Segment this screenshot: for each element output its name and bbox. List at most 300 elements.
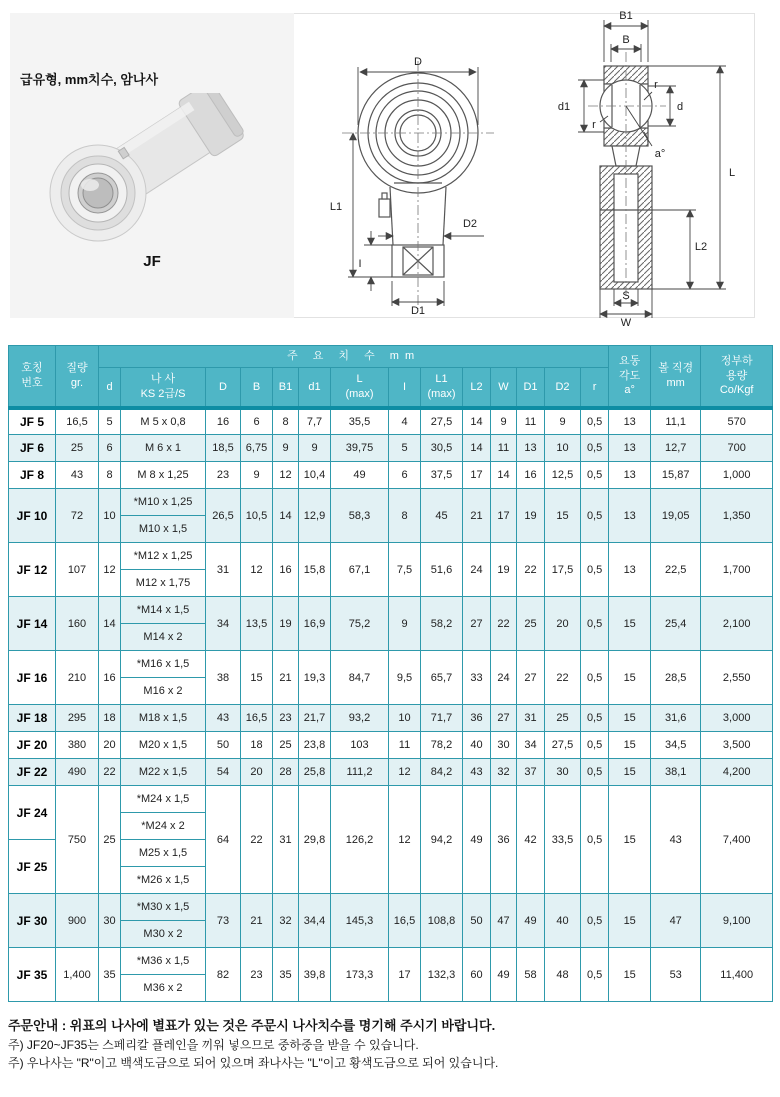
cell-dim-8: 32 (491, 759, 517, 786)
cell-dim-9: 34 (517, 732, 545, 759)
cell-dim-5: 4 (389, 408, 421, 435)
cell-dim-2: 31 (273, 786, 299, 894)
cell-thread: M14 x 2 (121, 624, 206, 651)
cell-dim-9: 11 (517, 408, 545, 435)
cell-dim-0: 50 (206, 732, 241, 759)
cell-thread: M20 x 1,5 (121, 732, 206, 759)
cell-d: 35 (99, 948, 121, 1002)
cell-dim-10: 33,5 (545, 786, 581, 894)
cell-dim-5: 11 (389, 732, 421, 759)
cell-dim-14: 1,000 (701, 462, 773, 489)
cell-d: 12 (99, 543, 121, 597)
cell-mass: 380 (56, 732, 99, 759)
dim-label-r-left: r (592, 119, 596, 131)
cell-d: 20 (99, 732, 121, 759)
cell-dim-6: 71,7 (421, 705, 463, 732)
cell-dim-7: 14 (463, 435, 491, 462)
cell-dim-6: 78,2 (421, 732, 463, 759)
cell-dim-14: 2,100 (701, 597, 773, 651)
cell-dim-7: 21 (463, 489, 491, 543)
cell-mass: 43 (56, 462, 99, 489)
cell-dim-3: 9 (299, 435, 331, 462)
cell-dim-13: 22,5 (651, 543, 701, 597)
cell-mass: 900 (56, 894, 99, 948)
front-view-drawing (298, 15, 543, 315)
cell-dim-13: 15,87 (651, 462, 701, 489)
cell-dim-13: 47 (651, 894, 701, 948)
cell-dim-3: 34,4 (299, 894, 331, 948)
cell-dim-0: 82 (206, 948, 241, 1002)
cell-dim-2: 8 (273, 408, 299, 435)
col-header-sub-6: L (max) (331, 368, 389, 408)
cell-dim-3: 23,8 (299, 732, 331, 759)
dim-label-D1: D1 (410, 305, 426, 315)
cell-dim-11: 0,5 (581, 732, 609, 759)
cell-mass: 1,400 (56, 948, 99, 1002)
row-label: JF 10 (9, 489, 56, 543)
cell-dim-4: 93,2 (331, 705, 389, 732)
cell-dim-10: 30 (545, 759, 581, 786)
cell-dim-2: 16 (273, 543, 299, 597)
col-header-sub-2: D (206, 368, 241, 408)
cell-dim-9: 27 (517, 651, 545, 705)
cell-thread: *M12 x 1,25 (121, 543, 206, 570)
cell-dim-13: 38,1 (651, 759, 701, 786)
cell-mass: 750 (56, 786, 99, 894)
cell-dim-0: 34 (206, 597, 241, 651)
cell-dim-5: 7,5 (389, 543, 421, 597)
cell-dim-9: 42 (517, 786, 545, 894)
cell-dim-12: 15 (609, 705, 651, 732)
cell-dim-8: 9 (491, 408, 517, 435)
cell-dim-10: 17,5 (545, 543, 581, 597)
cell-thread: M36 x 2 (121, 975, 206, 1002)
cell-dim-8: 36 (491, 786, 517, 894)
cell-dim-14: 1,700 (701, 543, 773, 597)
dim-label-D: D (414, 56, 422, 68)
cell-dim-14: 7,400 (701, 786, 773, 894)
cell-dim-5: 6 (389, 462, 421, 489)
cell-dim-8: 24 (491, 651, 517, 705)
note-order-info: 주문안내 : 위표의 나사에 별표가 있는 것은 주문시 나사치수를 명기해 주시기 바랍니다. (8, 1018, 496, 1033)
cell-thread: M16 x 2 (121, 678, 206, 705)
cell-thread: M 8 x 1,25 (121, 462, 206, 489)
cell-dim-5: 9,5 (389, 651, 421, 705)
cell-dim-13: 25,4 (651, 597, 701, 651)
cell-dim-4: 111,2 (331, 759, 389, 786)
col-header-sub-12: D2 (545, 368, 581, 408)
col-header-mass: 질량 gr. (56, 346, 99, 408)
cell-dim-8: 47 (491, 894, 517, 948)
cell-dim-6: 45 (421, 489, 463, 543)
cell-dim-1: 6 (241, 408, 273, 435)
cell-dim-12: 13 (609, 408, 651, 435)
product-photo-panel (10, 13, 294, 318)
cell-d: 30 (99, 894, 121, 948)
col-header-ball-dia: 볼 직경 mm (651, 346, 701, 408)
cell-d: 14 (99, 597, 121, 651)
cell-dim-0: 54 (206, 759, 241, 786)
cell-dim-9: 37 (517, 759, 545, 786)
row-label: JF 25 (9, 840, 56, 894)
cell-dim-3: 7,7 (299, 408, 331, 435)
cell-dim-2: 14 (273, 489, 299, 543)
row-label: JF 20 (9, 732, 56, 759)
cell-dim-2: 12 (273, 462, 299, 489)
cell-dim-13: 12,7 (651, 435, 701, 462)
cell-dim-6: 94,2 (421, 786, 463, 894)
cell-dim-0: 64 (206, 786, 241, 894)
cell-d: 25 (99, 786, 121, 894)
cell-dim-8: 49 (491, 948, 517, 1002)
cell-dim-13: 28,5 (651, 651, 701, 705)
cell-dim-5: 10 (389, 705, 421, 732)
cell-dim-7: 24 (463, 543, 491, 597)
cell-dim-3: 15,8 (299, 543, 331, 597)
dim-label-r-right: r (654, 79, 658, 91)
cell-dim-13: 34,5 (651, 732, 701, 759)
cell-dim-5: 8 (389, 489, 421, 543)
cell-dim-7: 43 (463, 759, 491, 786)
cell-dim-12: 15 (609, 786, 651, 894)
cell-dim-12: 15 (609, 732, 651, 759)
cell-dim-0: 31 (206, 543, 241, 597)
cell-dim-11: 0,5 (581, 651, 609, 705)
cell-dim-9: 13 (517, 435, 545, 462)
cell-thread: M 5 x 0,8 (121, 408, 206, 435)
cell-dim-6: 51,6 (421, 543, 463, 597)
cell-thread: M22 x 1,5 (121, 759, 206, 786)
dim-label-W: W (620, 317, 632, 328)
cell-dim-10: 40 (545, 894, 581, 948)
col-header-name: 호칭 번호 (9, 346, 56, 408)
row-label: JF 22 (9, 759, 56, 786)
cell-dim-0: 18,5 (206, 435, 241, 462)
cell-dim-1: 21 (241, 894, 273, 948)
cell-d: 8 (99, 462, 121, 489)
cell-thread: *M30 x 1,5 (121, 894, 206, 921)
side-view-drawing (548, 4, 760, 328)
product-photo (32, 93, 272, 251)
cell-thread: *M14 x 1,5 (121, 597, 206, 624)
cell-dim-2: 35 (273, 948, 299, 1002)
cell-dim-14: 1,350 (701, 489, 773, 543)
cell-dim-14: 3,000 (701, 705, 773, 732)
row-label: JF 8 (9, 462, 56, 489)
col-header-sub-3: B (241, 368, 273, 408)
cell-dim-2: 21 (273, 651, 299, 705)
cell-dim-6: 132,3 (421, 948, 463, 1002)
cell-dim-4: 75,2 (331, 597, 389, 651)
cell-dim-1: 20 (241, 759, 273, 786)
col-header-sub-13: r (581, 368, 609, 408)
product-caption: 급유형, mm치수, 암나사 (20, 72, 159, 87)
cell-thread: M25 x 1,5 (121, 840, 206, 867)
cell-dim-11: 0,5 (581, 948, 609, 1002)
cell-dim-13: 19,05 (651, 489, 701, 543)
cell-dim-1: 13,5 (241, 597, 273, 651)
cell-d: 16 (99, 651, 121, 705)
cell-dim-10: 10 (545, 435, 581, 462)
cell-dim-10: 22 (545, 651, 581, 705)
cell-dim-6: 30,5 (421, 435, 463, 462)
cell-thread: M30 x 2 (121, 921, 206, 948)
cell-thread: *M26 x 1,5 (121, 867, 206, 894)
cell-dim-4: 58,3 (331, 489, 389, 543)
cell-thread: *M10 x 1,25 (121, 489, 206, 516)
cell-dim-4: 103 (331, 732, 389, 759)
cell-dim-10: 20 (545, 597, 581, 651)
cell-dim-3: 29,8 (299, 786, 331, 894)
cell-dim-0: 16 (206, 408, 241, 435)
cell-dim-6: 84,2 (421, 759, 463, 786)
cell-dim-5: 9 (389, 597, 421, 651)
row-label: JF 35 (9, 948, 56, 1002)
cell-dim-9: 16 (517, 462, 545, 489)
cell-dim-10: 27,5 (545, 732, 581, 759)
row-label: JF 16 (9, 651, 56, 705)
col-header-sub-0: d (99, 368, 121, 408)
cell-thread: *M36 x 1,5 (121, 948, 206, 975)
cell-dim-3: 10,4 (299, 462, 331, 489)
cell-dim-11: 0,5 (581, 705, 609, 732)
cell-dim-7: 33 (463, 651, 491, 705)
cell-dim-0: 23 (206, 462, 241, 489)
cell-dim-11: 0,5 (581, 489, 609, 543)
cell-dim-11: 0,5 (581, 894, 609, 948)
dim-label-B1: B1 (619, 10, 633, 22)
cell-mass: 210 (56, 651, 99, 705)
cell-dim-14: 570 (701, 408, 773, 435)
col-header-static-load: 정부하 용량 Co/Kgf (701, 346, 773, 408)
cell-dim-6: 58,2 (421, 597, 463, 651)
cell-dim-1: 22 (241, 786, 273, 894)
cell-mass: 16,5 (56, 408, 99, 435)
cell-dim-10: 12,5 (545, 462, 581, 489)
cell-dim-6: 108,8 (421, 894, 463, 948)
cell-dim-5: 17 (389, 948, 421, 1002)
cell-dim-2: 32 (273, 894, 299, 948)
row-label: JF 6 (9, 435, 56, 462)
cell-dim-0: 73 (206, 894, 241, 948)
row-label: JF 5 (9, 408, 56, 435)
cell-dim-4: 126,2 (331, 786, 389, 894)
cell-thread: M10 x 1,5 (121, 516, 206, 543)
cell-dim-1: 23 (241, 948, 273, 1002)
cell-dim-7: 60 (463, 948, 491, 1002)
cell-mass: 107 (56, 543, 99, 597)
cell-dim-0: 38 (206, 651, 241, 705)
cell-dim-2: 25 (273, 732, 299, 759)
cell-dim-13: 53 (651, 948, 701, 1002)
row-label: JF 12 (9, 543, 56, 597)
col-header-sub-9: L2 (463, 368, 491, 408)
cell-thread: M12 x 1,75 (121, 570, 206, 597)
cell-dim-13: 43 (651, 786, 701, 894)
cell-dim-3: 12,9 (299, 489, 331, 543)
cell-dim-12: 13 (609, 435, 651, 462)
cell-dim-12: 15 (609, 597, 651, 651)
cell-dim-8: 19 (491, 543, 517, 597)
cell-dim-1: 9 (241, 462, 273, 489)
dim-label-d: d (676, 101, 684, 113)
cell-dim-4: 67,1 (331, 543, 389, 597)
cell-mass: 72 (56, 489, 99, 543)
cell-thread: *M24 x 1,5 (121, 786, 206, 813)
cell-dim-11: 0,5 (581, 597, 609, 651)
cell-mass: 295 (56, 705, 99, 732)
cell-dim-1: 18 (241, 732, 273, 759)
dim-label-S: S (622, 290, 630, 302)
product-model-label: JF (143, 253, 161, 270)
cell-dim-14: 9,100 (701, 894, 773, 948)
note-1: 주) JF20~JF35는 스페리칼 플레인을 끼워 넣으므로 중하중을 받을 수 있습니다. (8, 1037, 419, 1052)
cell-thread: *M24 x 2 (121, 813, 206, 840)
row-label: JF 24 (9, 786, 56, 840)
cell-dim-8: 17 (491, 489, 517, 543)
cell-dim-7: 14 (463, 408, 491, 435)
cell-dim-7: 27 (463, 597, 491, 651)
cell-dim-7: 50 (463, 894, 491, 948)
cell-dim-5: 5 (389, 435, 421, 462)
cell-dim-10: 9 (545, 408, 581, 435)
cell-d: 6 (99, 435, 121, 462)
cell-dim-4: 35,5 (331, 408, 389, 435)
cell-dim-1: 12 (241, 543, 273, 597)
cell-dim-8: 14 (491, 462, 517, 489)
cell-dim-6: 37,5 (421, 462, 463, 489)
cell-dim-12: 13 (609, 543, 651, 597)
col-header-swing-angle: 요동 각도 a° (609, 346, 651, 408)
cell-dim-4: 145,3 (331, 894, 389, 948)
cell-dim-2: 19 (273, 597, 299, 651)
cell-dim-7: 17 (463, 462, 491, 489)
note-2: 주) 우나사는 "R"이고 백색도금으로 되어 있으며 좌나사는 "L"이고 황색도금으로 되어 있습니다. (8, 1055, 499, 1070)
cell-dim-1: 15 (241, 651, 273, 705)
cell-dim-3: 21,7 (299, 705, 331, 732)
cell-dim-9: 25 (517, 597, 545, 651)
cell-dim-2: 9 (273, 435, 299, 462)
cell-dim-1: 16,5 (241, 705, 273, 732)
cell-dim-6: 27,5 (421, 408, 463, 435)
cell-dim-12: 15 (609, 759, 651, 786)
cell-dim-5: 16,5 (389, 894, 421, 948)
col-header-sub-10: W (491, 368, 517, 408)
cell-dim-12: 13 (609, 489, 651, 543)
cell-dim-11: 0,5 (581, 543, 609, 597)
cell-dim-3: 19,3 (299, 651, 331, 705)
cell-dim-10: 15 (545, 489, 581, 543)
cell-dim-6: 65,7 (421, 651, 463, 705)
cell-dim-8: 22 (491, 597, 517, 651)
cell-dim-9: 22 (517, 543, 545, 597)
cell-dim-14: 4,200 (701, 759, 773, 786)
cell-dim-12: 15 (609, 948, 651, 1002)
cell-dim-14: 2,550 (701, 651, 773, 705)
cell-dim-0: 43 (206, 705, 241, 732)
dim-label-L2: L2 (694, 241, 708, 253)
dim-label-L1: L1 (329, 201, 343, 213)
cell-dim-9: 31 (517, 705, 545, 732)
cell-dim-2: 28 (273, 759, 299, 786)
cell-thread: *M16 x 1,5 (121, 651, 206, 678)
cell-dim-7: 36 (463, 705, 491, 732)
col-header-sub-7: I (389, 368, 421, 408)
cell-dim-3: 25,8 (299, 759, 331, 786)
row-label: JF 14 (9, 597, 56, 651)
cell-dim-1: 6,75 (241, 435, 273, 462)
cell-dim-10: 48 (545, 948, 581, 1002)
cell-dim-3: 39,8 (299, 948, 331, 1002)
cell-d: 22 (99, 759, 121, 786)
cell-dim-3: 16,9 (299, 597, 331, 651)
cell-dim-4: 49 (331, 462, 389, 489)
cell-dim-5: 12 (389, 786, 421, 894)
col-header-sub-8: L1 (max) (421, 368, 463, 408)
cell-dim-11: 0,5 (581, 408, 609, 435)
cell-dim-11: 0,5 (581, 759, 609, 786)
col-header-sub-4: B1 (273, 368, 299, 408)
cell-dim-14: 3,500 (701, 732, 773, 759)
row-label: JF 30 (9, 894, 56, 948)
notes (8, 1016, 768, 1072)
dim-label-a: a° (654, 148, 666, 160)
cell-dim-7: 49 (463, 786, 491, 894)
cell-dim-9: 19 (517, 489, 545, 543)
cell-thread: M 6 x 1 (121, 435, 206, 462)
cell-dim-4: 173,3 (331, 948, 389, 1002)
cell-dim-11: 0,5 (581, 786, 609, 894)
cell-d: 10 (99, 489, 121, 543)
cell-dim-11: 0,5 (581, 435, 609, 462)
dim-label-L: L (728, 167, 736, 179)
cell-dim-13: 11,1 (651, 408, 701, 435)
cell-mass: 25 (56, 435, 99, 462)
cell-dim-0: 26,5 (206, 489, 241, 543)
row-label: JF 18 (9, 705, 56, 732)
cell-dim-4: 39,75 (331, 435, 389, 462)
cell-d: 5 (99, 408, 121, 435)
cell-thread: M18 x 1,5 (121, 705, 206, 732)
dim-label-D2: D2 (462, 218, 478, 230)
cell-dim-11: 0,5 (581, 462, 609, 489)
cell-dim-5: 12 (389, 759, 421, 786)
cell-dim-14: 11,400 (701, 948, 773, 1002)
col-header-sub-11: D1 (517, 368, 545, 408)
dim-label-I: I (358, 258, 362, 270)
cell-dim-8: 11 (491, 435, 517, 462)
dim-label-d1: d1 (557, 101, 571, 113)
dim-label-B: B (622, 34, 630, 46)
cell-d: 18 (99, 705, 121, 732)
cell-mass: 160 (56, 597, 99, 651)
cell-dim-12: 15 (609, 651, 651, 705)
cell-dim-14: 700 (701, 435, 773, 462)
cell-dim-7: 40 (463, 732, 491, 759)
cell-dim-13: 31,6 (651, 705, 701, 732)
cell-dim-12: 15 (609, 894, 651, 948)
cell-dim-9: 49 (517, 894, 545, 948)
cell-dim-8: 30 (491, 732, 517, 759)
cell-dim-9: 58 (517, 948, 545, 1002)
cell-mass: 490 (56, 759, 99, 786)
cell-dim-1: 10,5 (241, 489, 273, 543)
col-header-sub-1: 나 사 KS 2급/S (121, 368, 206, 408)
cell-dim-8: 27 (491, 705, 517, 732)
cell-dim-2: 23 (273, 705, 299, 732)
cell-dim-4: 84,7 (331, 651, 389, 705)
col-header-sub-5: d1 (299, 368, 331, 408)
